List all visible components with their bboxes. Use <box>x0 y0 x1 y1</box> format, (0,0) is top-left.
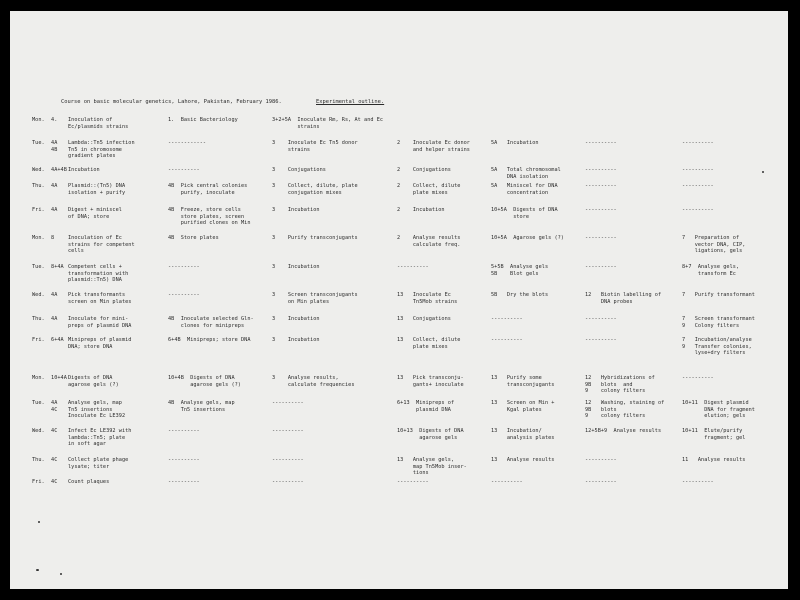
day-cell: Tue. 4A 4B <box>32 140 58 153</box>
schedule-cell: ---------- <box>585 140 617 146</box>
schedule-cell: 7 Purify transformant <box>682 292 755 298</box>
schedule-cell: 5A Total chromosomal DNA isolation <box>491 167 561 180</box>
paper-speck <box>762 171 764 173</box>
schedule-cell: ---------- <box>272 428 304 434</box>
schedule-cell: Count plaques <box>68 479 110 485</box>
schedule-cell: ---------- <box>585 264 617 270</box>
day-cell: Mon. 10+4A <box>32 375 67 381</box>
schedule-cell: ---------- <box>682 183 714 189</box>
schedule-cell: 4B Pick central colonies purify, inoculate <box>168 183 248 196</box>
schedule-cell: 4B Analyse gels, map Tn5 insertions <box>168 400 235 413</box>
schedule-cell: ---------- <box>491 316 523 322</box>
schedule-cell: Analyse gels, map Tn5 insertions Inoculate Ec LE392 <box>68 400 126 420</box>
day-cell: Fri. 4C <box>32 479 58 485</box>
schedule-cell: 13 Collect, dilute plate mixes <box>397 337 461 350</box>
schedule-cell: 13 Analyse gels, map Tn5Mob inser- tions <box>397 457 467 477</box>
day-cell: Tue. 8+4A <box>32 264 64 270</box>
schedule-cell: 10+5A Agarose gels (?) <box>491 235 564 241</box>
schedule-cell: 3+2+5A Inoculate Rm, Rs, At and Ec strains <box>272 117 384 130</box>
schedule-cell: ---------- <box>682 479 714 485</box>
schedule-cell: 2 Conjugations <box>397 167 451 173</box>
schedule-cell: Plasmid::(Tn5) DNA isolation + purify <box>68 183 126 196</box>
schedule-cell: 10+11 Digest plasmid DNA for fragment elution; gels <box>682 400 755 420</box>
schedule-cell: ---------- <box>168 479 200 485</box>
schedule-cell: Lambda::Tn5 infection Tn5 in chromosome gradient plates <box>68 140 135 160</box>
schedule-cell: 4B Inoculate selected Gln- clones for minipreps <box>168 316 254 329</box>
schedule-cell: 3 Conjugations <box>272 167 326 173</box>
schedule-cell: 8+7 Analyse gels, transform Ec <box>682 264 740 277</box>
schedule-cell: 6+13 Minipreps of plasmid DNA <box>397 400 455 413</box>
paper-speck <box>36 569 39 571</box>
day-cell: Fri. 4A <box>32 207 58 213</box>
schedule-cell: Pick transformants screen on Min plates <box>68 292 132 305</box>
schedule-cell: Incubation <box>68 167 100 173</box>
schedule-cell: ------------ <box>168 140 207 146</box>
schedule-cell: ---------- <box>585 457 617 463</box>
day-cell: Mon. 8 <box>32 235 55 241</box>
schedule-cell: 13 Inoculate Ec Tn5Mob strains <box>397 292 458 305</box>
schedule-cell: 7 Screen transformant 9 Colony filters <box>682 316 755 329</box>
schedule-cell: ---------- <box>168 457 200 463</box>
schedule-cell: ---------- <box>682 167 714 173</box>
schedule-cell: 2 Analyse results calculate freq. <box>397 235 461 248</box>
schedule-cell: 13 Screen on Min + Kgal plates <box>491 400 555 413</box>
day-cell: Wed. 4C <box>32 428 58 434</box>
schedule-cell: 12 Hybridizations of 9B blots and 9 colony filters <box>585 375 655 395</box>
schedule-cell: 3 Collect, dilute, plate conjugation mixes <box>272 183 358 196</box>
day-cell: Thu. 4C <box>32 457 58 463</box>
schedule-cell: ---------- <box>491 479 523 485</box>
document-subtitle: Experimental outline. <box>316 99 385 105</box>
schedule-cell: 4B Store plates <box>168 235 219 241</box>
day-cell: Fri. 6+4A <box>32 337 64 343</box>
schedule-cell: 3 Screen transconjugants on Min plates <box>272 292 358 305</box>
schedule-cell: 10+4B Digests of DNA agarose gels (?) <box>168 375 241 388</box>
schedule-cell: 3 Analyse results, calculate frequencies <box>272 375 355 388</box>
schedule-cell: Minipreps of plasmid DNA; store DNA <box>68 337 132 350</box>
schedule-cell: Inoculation of Ec/plasmids strains <box>68 117 129 130</box>
day-cell: Wed. 4A <box>32 292 58 298</box>
schedule-cell: Digest + miniscel of DNA; store <box>68 207 122 220</box>
schedule-cell: 3 Purify transconjugants <box>272 235 358 241</box>
schedule-cell: 2 Incubation <box>397 207 445 213</box>
schedule-cell: ---------- <box>397 479 429 485</box>
schedule-cell: ---------- <box>397 264 429 270</box>
schedule-cell: 7 Incubation/analyse 9 Transfer colonies, lyse+dry filters <box>682 337 752 357</box>
schedule-cell: 2 Collect, dilute plate mixes <box>397 183 461 196</box>
document-sheet <box>10 11 788 589</box>
paper-speck <box>60 573 62 575</box>
schedule-cell: Digests of DNA agarose gels (?) <box>68 375 119 388</box>
day-cell: Mon. 4. <box>32 117 58 123</box>
schedule-cell: 13 Incubation/ analysis plates <box>491 428 555 441</box>
schedule-cell: ---------- <box>585 207 617 213</box>
schedule-cell: 7 Preparation of vector DNA, CIP, ligations, gels <box>682 235 746 255</box>
schedule-cell: 5A Miniscel for DNA concentration <box>491 183 558 196</box>
schedule-cell: ---------- <box>168 428 200 434</box>
document-title: Course on basic molecular genetics, Lahore, Pakistan, February 1986. <box>61 99 282 105</box>
paper-speck <box>38 521 40 523</box>
schedule-cell: ---------- <box>168 292 200 298</box>
schedule-cell: Inoculation of Ec strains for competent cells <box>68 235 135 255</box>
day-cell: Wed. 4A+4B <box>32 167 67 173</box>
schedule-cell: 13 Analyse results <box>491 457 555 463</box>
schedule-cell: 10+5A Digests of DNA store <box>491 207 558 220</box>
schedule-cell: 3 Incubation <box>272 264 320 270</box>
schedule-cell: ---------- <box>585 479 617 485</box>
day-cell: Tue. 4A 4C <box>32 400 58 413</box>
schedule-cell: ---------- <box>585 337 617 343</box>
schedule-cell: Collect plate phage lysate; titer <box>68 457 129 470</box>
schedule-cell: ---------- <box>585 235 617 241</box>
schedule-cell: 3 Incubation <box>272 207 320 213</box>
schedule-cell: Competent cells + transformation with plasmid::Tn5) DNA <box>68 264 129 284</box>
day-cell: Thu. 4A <box>32 183 58 189</box>
schedule-cell: 3 Inoculate Ec Tn5 donor strains <box>272 140 358 153</box>
schedule-cell: 3 Incubation <box>272 337 320 343</box>
schedule-cell: Inoculate for mini- preps of plasmid DNA <box>68 316 132 329</box>
schedule-cell: 2 Inoculate Ec donor and helper strains <box>397 140 470 153</box>
schedule-cell: ---------- <box>168 167 200 173</box>
schedule-cell: 5A Incubation <box>491 140 539 146</box>
schedule-cell: ---------- <box>682 375 714 381</box>
schedule-cell: 5+5B Analyse gels 5B Blot gels <box>491 264 549 277</box>
schedule-cell: 3 Incubation <box>272 316 320 322</box>
day-cell: Thu. 4A <box>32 316 58 322</box>
schedule-cell: 10+13 Digests of DNA agarose gels <box>397 428 464 441</box>
schedule-cell: Infect Ec LE392 with lambda::Tn5; plate in soft agar <box>68 428 132 448</box>
schedule-cell: 11 Analyse results <box>682 457 746 463</box>
schedule-cell: ---------- <box>272 457 304 463</box>
schedule-cell: 4B Freeze, store cells store plates, screen purified clones on Min <box>168 207 251 227</box>
schedule-cell: 6+4B Minipreps; store DNA <box>168 337 251 343</box>
schedule-cell: ---------- <box>272 400 304 406</box>
schedule-cell: 13 Pick transconju- gants+ inoculate <box>397 375 464 388</box>
schedule-cell: 13 Conjugations <box>397 316 451 322</box>
schedule-cell: ---------- <box>491 337 523 343</box>
schedule-cell: ---------- <box>682 207 714 213</box>
schedule-cell: 12 Biotin labelling of DNA probes <box>585 292 662 305</box>
schedule-cell: 1. Basic Bacteriology <box>168 117 238 123</box>
schedule-cell: ---------- <box>272 479 304 485</box>
schedule-cell: 12+5B+9 Analyse results <box>585 428 662 434</box>
schedule-cell: ---------- <box>682 140 714 146</box>
schedule-cell: ---------- <box>168 264 200 270</box>
schedule-cell: 12 Washing, staining of 9B blots 9 colony filters <box>585 400 665 420</box>
schedule-cell: 5B Dry the blots <box>491 292 549 298</box>
schedule-cell: 13 Purify some transconjugants <box>491 375 555 388</box>
schedule-cell: ---------- <box>585 316 617 322</box>
schedule-cell: ---------- <box>585 167 617 173</box>
schedule-cell: 10+11 Elute/purify fragment; gel <box>682 428 746 441</box>
schedule-cell: ---------- <box>585 183 617 189</box>
